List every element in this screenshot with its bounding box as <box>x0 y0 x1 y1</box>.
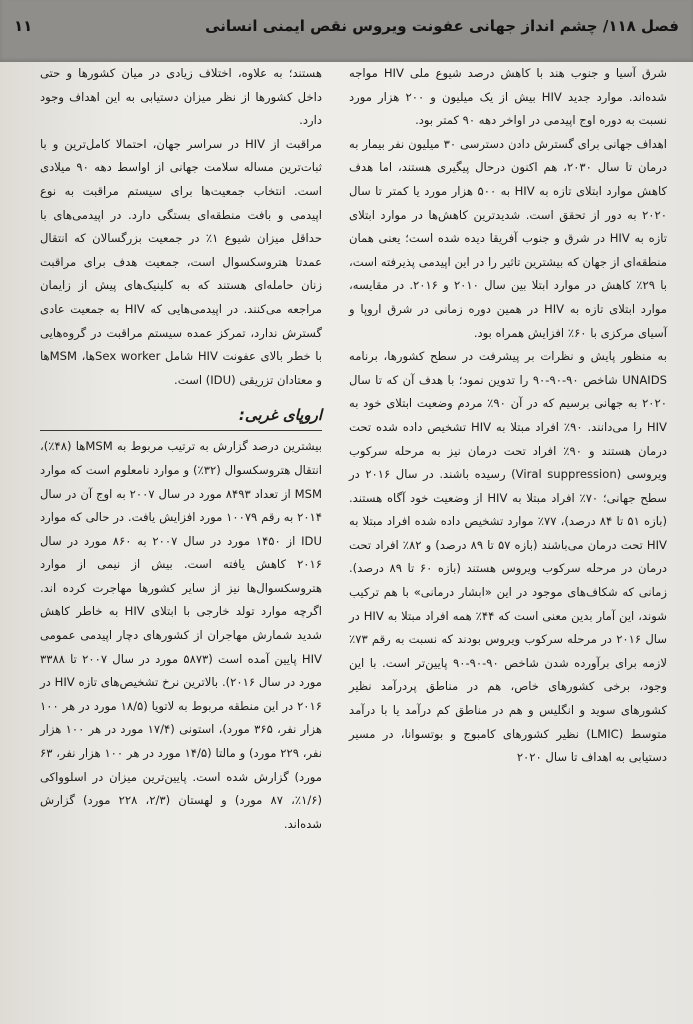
paragraph: هستند؛ به علاوه، اختلاف زیادی در میان کشورها و حتی داخل کشورها از نظر میزان دستیابی به این اهداف وجود دارد. <box>40 66 322 128</box>
paragraph: بیشترین درصد گزارش به ترتیب مربوط به MSMها (۴۸٪)، انتقال هتروسکسوال (۳۲٪) و موارد نامعلوم است که موارد MSM از تعداد ۸۴۹۳ مورد در سال ۲۰۰۷ به اوج آن در سال ۲۰۱۴ به رقم ۱۰۰۷۹ مورد افزایش یافت. در حالی که موارد IDU از ۱۴۵۰ مورد در سال ۲۰۰۷ به ۸۶۰ مورد در سال ۲۰۱۶ کاهش یافته است. بیش از نیمی از موارد هتروسکسوال‌ها نیز از سایر کشورها مهاجرت کرده اند. اگرچه موارد تولد خارجی با ابتلای HIV به خاطر کاهش شدید شمارش مهاجران از کشورهای دچار اپیدمی عمومی HIV پایین آمده است (۵۸۷۳ مورد در سال ۲۰۰۷ تا ۳۳۸۸ مورد در سال ۲۰۱۶). بالاترین نرخ تشخیص‌های تازه HIV در ۲۰۱۶ در این منطقه مربوط به لاتویا (۱۸/۵ مورد در هر ۱۰۰ هزار نفر، ۳۶۵ مورد)، استونی (۱۷/۴ مورد در هر ۱۰۰ هزار نفر، ۲۲۹ مورد) و مالتا (۱۴/۵ مورد در هر ۱۰۰ هزار نفر، ۶۳ مورد) گزارش شده است. پایین‌ترین میزان در اسلوواکی (۱/۶٪، ۸۷ مورد) و لهستان (۲/۳، ۲۲۸ مورد) گزارش شده‌اند. <box>40 439 323 831</box>
left-column <box>40 62 322 836</box>
paragraph: شرق آسیا و جنوب هند با کاهش درصد شیوع ملی HIV مواجه شده‌اند. موارد جدید HIV بیش از یک میلیون و ۲۰۰ هزار مورد نسبت به دوره اوج اپیدمی در اواخر دهه ۹۰ کمتر بود. <box>349 66 667 128</box>
right-column <box>349 62 667 770</box>
chapter-title: فصل ۱۱۸/ چشم انداز جهانی عفونت ویروس نقص ایمنی انسانی <box>205 17 679 35</box>
heading-divider <box>40 430 322 431</box>
paragraph: به منظور پایش و نظرات بر پیشرفت در سطح کشورها، برنامه UNAIDS شاخص ۹۰-۹۰-۹۰ را تدوین نمود؛ با هدف آن که تا سال ۲۰۲۰ به جهانی برسیم که در آن ۹۰٪ مردم وضعیت ابتلای خود به HIV را می‌دانند. ۹۰٪ افراد مبتلا به HIV تشخیص داده شده تحت درمان هستند و ۹۰٪ افراد تحت درمان نیز به مرحله سرکوب ویروسی (Viral suppression) رسیده باشند. در سال ۲۰۱۶ در سطح جهانی؛ ۷۰٪ افراد مبتلا به HIV از وضعیت خود آگاه هستند. (بازه ۵۱ تا ۸۴ درصد)، ۷۷٪ موارد تشخیص داده شده افراد مبتلا به HIV تحت درمان می‌باشند (بازه ۵۷ تا ۸۹ درصد) و ۸۲٪ افراد تحت درمان در مرحله سرکوب ویروس هستند (بازه ۶۰ تا ۸۹ درصد). زمانی که شکاف‌های موجود در این «ابشار درمانی» با هم ترکیب شوند، این آمار بدین معنی است که ۴۴٪ همه افراد مبتلا به HIV در سال ۲۰۱۶ در مرحله سرکوب ویروس بودند که نسبت به رقم ۷۳٪ لازمه برای برآورده شدن شاخص ۹۰-۹۰-۹۰ پایین‌تر است. با این وجود، برخی کشورهای خاص، هم در مناطق پردرآمد نظیر کشورهای سوید و انگلیس و هم در مناطق کم درآمد یا با درآمد متوسط (LMIC) نظیر کشورهای کامبوج و بوتسوانا، در مسیر دستیابی به اهداف تا سال ۲۰۲۰ <box>349 349 668 765</box>
paragraph: اهداف جهانی برای گسترش دادن دسترسی ۳۰ میلیون نفر بیمار به درمان تا سال ۲۰۳۰، هم اکنون درحال پیگیری هستند، اما هدف کاهش موارد ابتلای تازه به HIV به ۵۰۰ هزار مورد یا کمتر تا سال ۲۰۲۰ به دور از تحقق است. شدیدترین کاهش‌ها در موارد ابتلای تازه به HIV در شرق و جنوب آفریقا دیده شده است؛ یعنی همان منطقه‌ای از جهان که بیشترین تاثیر را در این اپیدمی پذیرفته است، با ۲۹٪ کاهش در موارد ابتلا بین سال ۲۰۱۰ و ۲۰۱۶. در مقایسه، موارد ابتلای تازه به HIV در همین دوره زمانی در شرق اروپا و آسیای مرکزی با ۶۰٪ افزایش همراه بود. <box>349 136 668 340</box>
paragraph: مراقبت از HIV در سراسر جهان، احتمالا کامل‌ترین و با ثبات‌ترین مساله سلامت جهانی از اواسط دهه ۹۰ میلادی است. انتخاب جمعیت‌ها برای سیستم مراقبت به نوع اپیدمی و بافت منطقه‌ای بستگی دارد. در اپیدمی‌های با حداقل میزان شیوع ۱٪ در جمعیت بزرگسالان که انتقال عمدتا هتروسکسوال است، جمعیت هدف برای مراقبت زنان حامله‌ای هستند که به کلینیک‌های پیش از زایمان مراجعه می‌کنند. در اپیدمی‌هایی که HIV به جمعیت عادی گسترش ندارد، تمرکز عمده سیستم مراقبت در گروه‌هایی با خطر بالای عفونت HIV شامل Sex workerها، MSMها و معتادان تزریقی (IDU) است. <box>40 136 322 387</box>
page-number: ۱۱ <box>14 17 33 35</box>
section-heading: اروپای غربی: <box>238 406 322 425</box>
running-header <box>0 0 693 62</box>
